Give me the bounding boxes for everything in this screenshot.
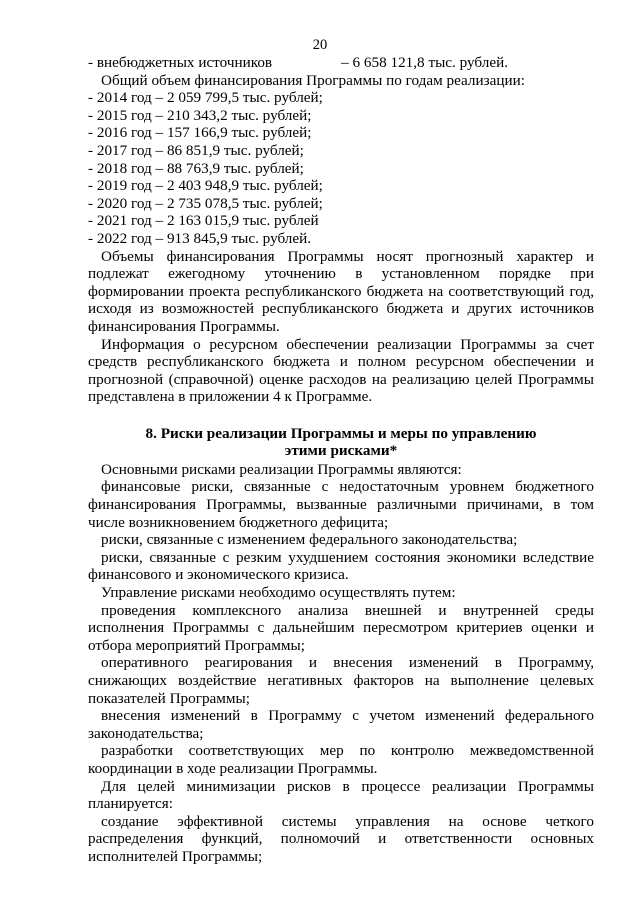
paragraph: создание эффективной системы управления на основе четкого распределения функций, полномочий и ответственности основных исполнителей Программы; <box>88 812 594 865</box>
year-item: - 2016 год – 157 166,9 тыс. рублей; <box>88 124 312 142</box>
paragraph: Для целей минимизации рисков в процессе реализации Программы планируется: <box>88 777 594 813</box>
year-item: - 2014 год – 2 059 799,5 тыс. рублей; <box>88 89 323 107</box>
paragraph: Информация о ресурсном обеспечении реализации Программы за счет средств республиканского бюджета и полном ресурсном обеспечении и прогнозной (справочной) оценке расходов на реализацию целей Программы представлена в приложении 4 к Программе. <box>88 335 594 406</box>
paragraph: разработки соответствующих мер по контролю межведомственной координации в ходе реализации Программы. <box>88 742 594 777</box>
paragraph: риски, связанные с изменением федерального законодательства; <box>101 531 518 549</box>
year-item: - 2019 год – 2 403 948,9 тыс. рублей; <box>88 177 323 195</box>
paragraph: внесения изменений в Программу с учетом изменений федерального законодательства; <box>88 707 594 742</box>
section-heading-line1: 8. Риски реализации Программы и меры по управлению <box>145 424 537 442</box>
extrabudget-line <box>88 54 508 72</box>
funding-years-list <box>88 89 594 247</box>
funding-by-years-heading: Общий объем финансирования Программы по годам реализации: <box>101 71 525 89</box>
paragraph: Объемы финансирования Программы носят прогнозный характер и подлежат ежегодному уточнению в установленном порядке при формировании проекта республиканского бюджета на соответствующий год, исходя из возможностей республиканского бюджета и других источников финансирования Программы. <box>88 247 594 335</box>
year-item: - 2017 год – 86 851,9 тыс. рублей; <box>88 141 304 159</box>
extrabudget-value: – 6 658 121,8 тыс. рублей. <box>341 54 508 71</box>
paragraph: Управление рисками необходимо осуществлять путем: <box>101 584 456 602</box>
paragraph: финансовые риски, связанные с недостаточным уровнем бюджетного финансирования Программы, вызванные различными причинами, в том числе возникновением бюджетного дефицита; <box>88 478 594 531</box>
paragraph: риски, связанные с резким ухудшением состояния экономики вследствие финансового и экономического кризиса. <box>88 548 594 584</box>
year-item: - 2015 год – 210 343,2 тыс. рублей; <box>88 106 312 124</box>
paragraph: Основными рисками реализации Программы являются: <box>101 460 462 478</box>
paragraph: оперативного реагирования и внесения изменений в Программу, снижающих воздействие негативных факторов на выполнение целевых показателей Программы; <box>88 654 594 707</box>
year-item: - 2020 год – 2 735 078,5 тыс. рублей; <box>88 194 323 212</box>
extrabudget-label: - внебюджетных источников <box>88 54 273 71</box>
section-heading-line2: этими рисками* <box>284 441 398 459</box>
document-body <box>88 54 594 866</box>
page-number: 20 <box>312 37 328 53</box>
year-item: - 2018 год – 88 763,9 тыс. рублей; <box>88 159 304 177</box>
year-item: - 2021 год – 2 163 015,9 тыс. рублей <box>88 212 319 230</box>
year-item: - 2022 год – 913 845,9 тыс. рублей. <box>88 229 312 247</box>
section-heading <box>88 425 594 459</box>
paragraph: проведения комплексного анализа внешней и внутренней среды исполнения Программы с дальнейшим пересмотром критериев оценки и отбора мероприятий Программы; <box>88 601 594 654</box>
